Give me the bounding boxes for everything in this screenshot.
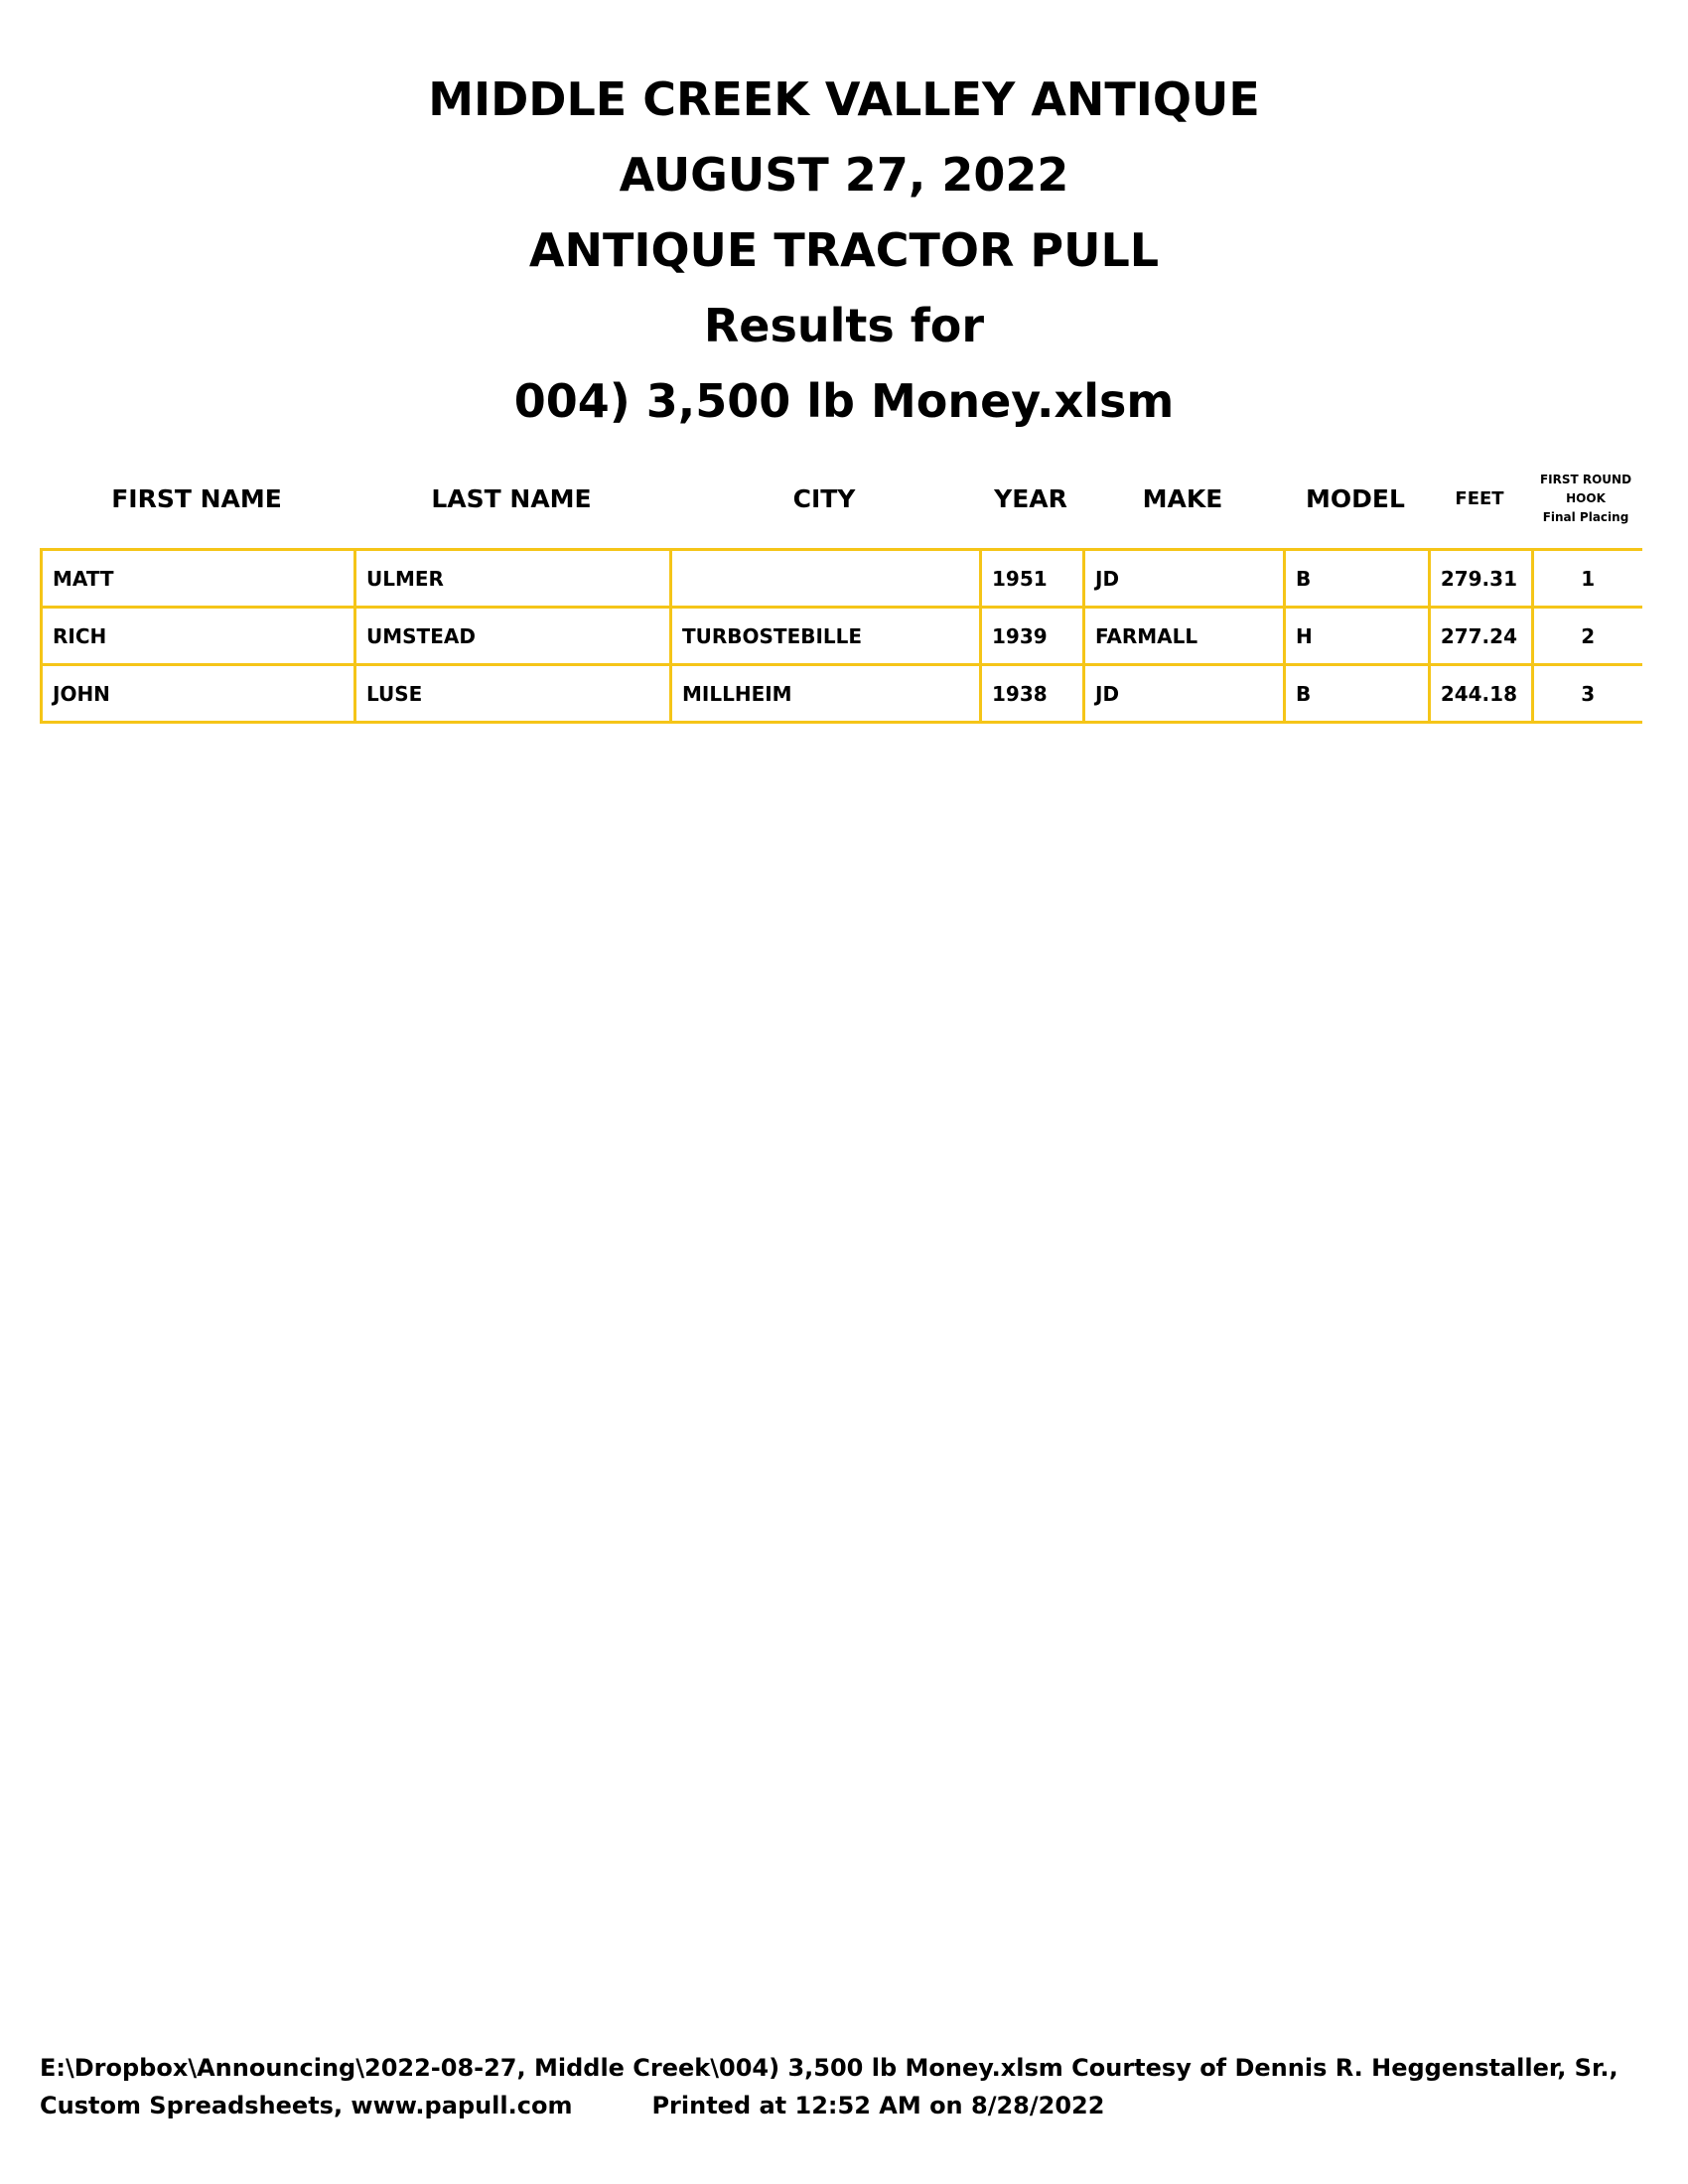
results-table <box>40 548 1642 724</box>
cell-make: JD <box>1084 665 1285 723</box>
cell-make: JD <box>1084 550 1285 608</box>
cell-make: FARMALL <box>1084 608 1285 665</box>
cell-city <box>671 550 981 608</box>
title-event-type: ANTIQUE TRACTOR PULL <box>528 223 1160 277</box>
report-title <box>0 62 1688 439</box>
header-city: CITY <box>792 483 856 513</box>
header-last-name: LAST NAME <box>431 483 592 513</box>
header-placing-line-1: FIRST ROUND <box>1539 472 1632 486</box>
table-row <box>42 608 1642 665</box>
table-header <box>40 459 1640 538</box>
cell-first-name: RICH <box>42 608 355 665</box>
cell-last-name: LUSE <box>355 665 671 723</box>
cell-feet: 244.18 <box>1430 665 1533 723</box>
cell-model: B <box>1285 550 1430 608</box>
footer-credits: Custom Spreadsheets, www.papull.com <box>40 2092 573 2119</box>
cell-model: B <box>1285 665 1430 723</box>
cell-year: 1939 <box>981 608 1084 665</box>
footer-second-line <box>40 2087 1668 2124</box>
header-placing-line-3: Final Placing <box>1542 509 1629 524</box>
cell-feet: 279.31 <box>1430 550 1533 608</box>
header-year: YEAR <box>994 483 1067 513</box>
cell-last-name: ULMER <box>355 550 671 608</box>
table-row <box>42 665 1642 723</box>
cell-place: 3 <box>1533 665 1642 723</box>
cell-place: 1 <box>1533 550 1642 608</box>
title-event-date: AUGUST 27, 2022 <box>619 148 1069 202</box>
cell-feet: 277.24 <box>1430 608 1533 665</box>
title-results-for: Results for <box>703 299 985 352</box>
cell-place: 2 <box>1533 608 1642 665</box>
title-class-file: 004) 3,500 lb Money.xlsm <box>513 374 1175 428</box>
cell-first-name: JOHN <box>42 665 355 723</box>
header-final-placing <box>1531 459 1640 538</box>
cell-first-name: MATT <box>42 550 355 608</box>
cell-year: 1938 <box>981 665 1084 723</box>
cell-model: H <box>1285 608 1430 665</box>
table-row <box>42 550 1642 608</box>
cell-city: MILLHEIM <box>671 665 981 723</box>
footer-printed-time: Printed at 12:52 AM on 8/28/2022 <box>651 2092 1105 2119</box>
header-model: MODEL <box>1306 483 1405 513</box>
cell-last-name: UMSTEAD <box>355 608 671 665</box>
title-event-name: MIDDLE CREEK VALLEY ANTIQUE <box>428 72 1260 126</box>
header-feet: FEET <box>1455 487 1504 509</box>
header-make: MAKE <box>1142 483 1223 513</box>
cell-city: TURBOSTEBILLE <box>671 608 981 665</box>
header-first-name: FIRST NAME <box>111 483 282 513</box>
header-placing-line-2: HOOK <box>1566 490 1606 505</box>
cell-year: 1951 <box>981 550 1084 608</box>
footer-file-path: E:\Dropbox\Announcing\2022-08-27, Middle Creek\004) 3,500 lb Money.xlsm Courtesy of Dennis R. Heggenstaller, Sr., <box>40 2054 1618 2082</box>
page-footer <box>40 2049 1668 2124</box>
